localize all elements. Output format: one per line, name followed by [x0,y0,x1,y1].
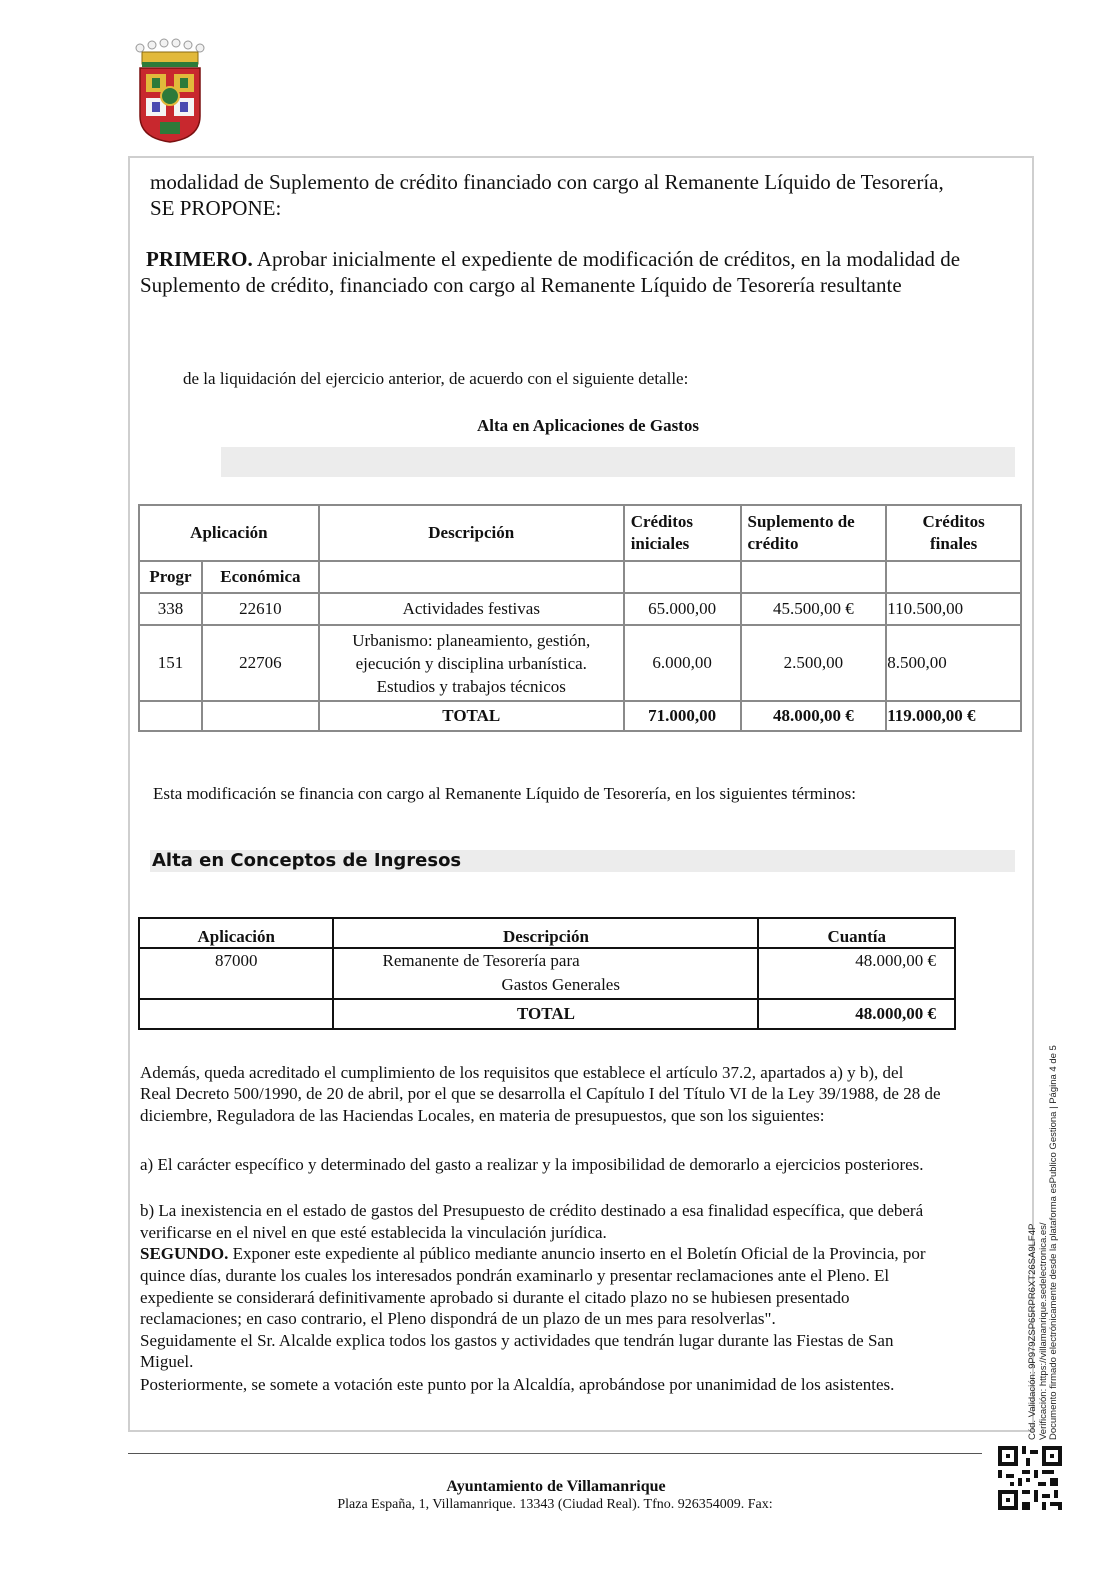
total-suplemento: 48.000,00 € [741,701,887,731]
cell-economica: 22706 [202,625,319,701]
empty-cell [741,561,887,593]
detalle-text: de la liquidación del ejercicio anterior, de acuerdo con el siguiente detalle: [183,369,689,388]
gastos-table [138,504,1022,732]
crown-icon [136,39,204,67]
total-label: TOTAL [319,701,624,731]
footer-org: Ayuntamiento de Villamanrique [446,1478,666,1495]
verification-sidebar [1028,960,1068,1440]
validation-code: Cód. Validación: 9P979ZSP65RPR6XT26SA9LF4P [1027,1223,1038,1440]
cell-iniciales: 6.000,00 [624,625,741,701]
segundo-paragraph: SEGUNDO. Exponer este expediente al público mediante anuncio inserto en el Boletín Oficial de la Provincia, por [140,1244,926,1263]
cell-finales: 8.500,00 [886,625,1021,701]
table-row [139,948,955,999]
segundo-line: reclamaciones; en caso contrario, el Pleno dispondrá de un plazo de un mes para resolverlas". [140,1309,776,1328]
ademas-line: diciembre, Reguladora de las Haciendas Locales, en materia de presupuestos, que son los siguientes: [140,1106,825,1125]
footer-divider [128,1453,982,1454]
header-progr: Progr [139,561,202,593]
table-row [139,593,1021,625]
segundo-line: expediente se considerará definitivamente aprobado si durante el citado plazo no se hubiesen presentado [140,1288,850,1307]
header-descripcion: Descripción [333,918,758,948]
header-descripcion: Descripción [319,505,624,561]
empty-cell [319,561,624,593]
footer-address: Plaza España, 1, Villamanrique. 13343 (Ciudad Real). Tfno. 926354009. Fax: [337,1497,773,1512]
total-iniciales: 71.000,00 [624,701,741,731]
qr-code-icon [998,1446,1062,1510]
cell-descripcion: Urbanismo: planeamiento, gestión, ejecución y disciplina urbanística. Estudios y trabajos técnicos [319,625,624,701]
total-row [139,999,955,1029]
votacion-text: Posteriormente, se somete a votación este punto por la Alcaldía, aprobándose por unanimidad de los asistentes. [140,1375,895,1394]
header-creditos-iniciales: Créditos iniciales [624,505,741,561]
cell-economica: 22610 [202,593,319,625]
total-finales: 119.000,00 € [886,701,1021,731]
cell-suplemento: 45.500,00 € [741,593,887,625]
cell-progr: 338 [139,593,202,625]
cell-suplemento: 2.500,00 [741,625,887,701]
primero-label: PRIMERO. [146,247,253,271]
alcalde-line: Miguel. [140,1352,194,1371]
item-a: a) El carácter específico y determinado del gasto a realizar y la imposibilidad de demorarlo a ejercicios posteriores. [140,1155,924,1174]
empty-cell [139,701,202,731]
alcalde-line: Seguidamente el Sr. Alcalde explica todos los gastos y actividades que tendrán lugar durante las Fiestas de San [140,1331,894,1350]
item-b-line: b) La inexistencia en el estado de gastos del Presupuesto de crédito destinado a esa finalidad específica, que deberá [140,1201,924,1220]
ademas-line: Además, queda acreditado el cumplimiento de los requisitos que establece el artículo 37.2, apartados a) y b), del [140,1063,904,1082]
empty-cell [886,561,1021,593]
intro-line: modalidad de Suplemento de crédito financiado con cargo al Remanente Líquido de Tesorería, [150,170,944,194]
header-aplicacion: Aplicación [139,505,319,561]
cell-iniciales: 65.000,00 [624,593,741,625]
primero-text: Suplemento de crédito, financiado con cargo al Remanente Líquido de Tesorería resultante [140,273,902,297]
segundo-label: SEGUNDO. [140,1244,229,1263]
cell-aplicacion: 87000 [139,948,333,999]
header-aplicacion: Aplicación [139,918,333,948]
cell-progr: 151 [139,625,202,701]
coat-of-arms-logo [128,38,212,144]
table-row [139,625,1021,701]
primero-text: Aprobar inicialmente el expediente de modificación de créditos, en la modalidad de [252,247,961,271]
ingresos-table [138,917,956,1030]
intro-line: SE PROPONE: [150,196,282,220]
total-label: TOTAL [333,999,758,1029]
segundo-line: quince días, durante los cuales los interesados pondrán examinarlo y presentar reclamaciones ante el Pleno. El [140,1266,890,1285]
header-cuantia: Cuantía [758,918,955,948]
verification-url: Verificación: https://villamanrique.sedelectronica.es/ [1037,1222,1049,1440]
ingresos-heading: Alta en Conceptos de Ingresos [152,850,462,871]
signature-note: Documento firmado electrónicamente desde la plataforma esPublico Gestiona | Página 4 de 5 [1048,1045,1059,1440]
header-suplemento: Suplemento de crédito [741,505,887,561]
gastos-heading: Alta en Aplicaciones de Gastos [477,416,699,435]
cell-cuantia: 48.000,00 € [758,948,955,999]
primero-paragraph [146,246,960,272]
cell-descripcion: Remanente de Tesorería para Gastos Generales [333,948,758,999]
item-b-line: verificarse en el nivel en que esté establecida la vinculación jurídica. [140,1223,607,1242]
header-creditos-finales: Créditos finales [886,505,1021,561]
empty-cell [139,999,333,1029]
empty-cell [202,701,319,731]
empty-cell [624,561,741,593]
ademas-line: Real Decreto 500/1990, de 20 de abril, por el que se desarrolla el Capítulo I del Título VI de la Ley 39/1988, de 28 de [140,1084,941,1103]
financia-text: Esta modificación se financia con cargo al Remanente Líquido de Tesorería, en los siguientes términos: [153,784,856,803]
cell-finales: 110.500,00 [886,593,1021,625]
total-row [139,701,1021,731]
cell-descripcion: Actividades festivas [319,593,624,625]
total-cuantia: 48.000,00 € [758,999,955,1029]
header-economica: Económica [202,561,319,593]
gastos-shaded-band [221,447,1015,477]
